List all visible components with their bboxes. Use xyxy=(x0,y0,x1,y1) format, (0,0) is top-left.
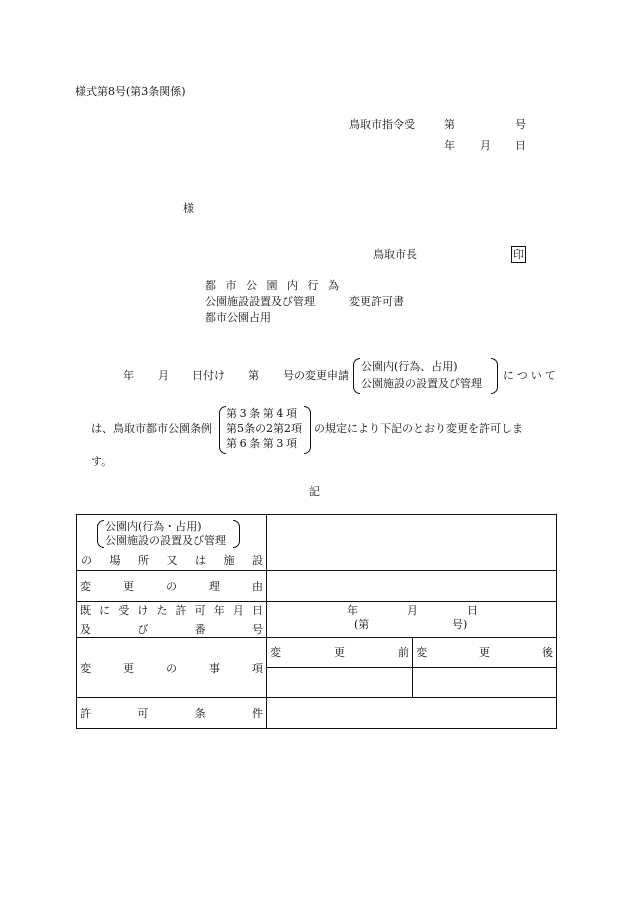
body-tail: す。 xyxy=(91,455,113,468)
location-option-1: 公園内(行為・占用) xyxy=(105,520,202,533)
prior-day: 日 xyxy=(467,604,478,617)
location-option-2: 公園施設の設置及び管理 xyxy=(105,534,226,547)
row-prior-permit xyxy=(77,602,557,638)
body-dai: 第 xyxy=(248,369,259,382)
title-line-2: 公園施設設置及び管理 xyxy=(205,295,315,308)
change-items-label-cell xyxy=(77,638,267,698)
request-left-paren xyxy=(353,358,360,394)
article-right-paren xyxy=(304,406,311,454)
title-line-1: 都市公園内行為 xyxy=(205,279,349,292)
prior-go: 号) xyxy=(452,618,468,631)
change-items-label: 変 更 の 事 項 xyxy=(80,661,263,675)
conditions-label-cell xyxy=(77,698,267,729)
request-right-paren xyxy=(491,358,498,394)
prior-permit-value[interactable] xyxy=(267,602,557,638)
article-option-3: 第6条第3項 xyxy=(226,437,300,450)
date-day: 日 xyxy=(515,139,526,152)
location-label: の 場 所 又 は 施 設 xyxy=(81,554,263,567)
change-details-table xyxy=(76,514,557,729)
before-value[interactable] xyxy=(267,668,413,698)
article-option-2: 第5条の2第2項 xyxy=(226,422,302,435)
request-option-2: 公園施設の設置及び管理 xyxy=(361,377,482,390)
location-right-paren xyxy=(233,520,240,548)
body-nen: 年 xyxy=(123,369,134,382)
prior-permit-label-2: 及 び 番 号 xyxy=(80,623,263,636)
location-left-paren xyxy=(97,520,104,548)
issuer-go: 号 xyxy=(515,118,526,131)
before-header: 変 更 前 xyxy=(267,638,413,668)
form-number: 様式第8号(第3条関係) xyxy=(75,85,186,98)
conditions-value[interactable] xyxy=(267,698,557,729)
row-location xyxy=(77,515,557,571)
prior-permit-label-1: 既 に 受 け た 許 可 年 月 日 xyxy=(80,604,263,617)
ki-heading: 記 xyxy=(309,485,320,498)
addressee-suffix: 様 xyxy=(183,202,194,215)
body-hizuke: 日付け xyxy=(192,369,225,382)
request-option-1: 公園内(行為、占用) xyxy=(361,360,458,373)
conditions-label: 許 可 条 件 xyxy=(80,707,263,720)
seal-mark: 印 xyxy=(513,248,524,261)
body-go-request: 号の変更申請 xyxy=(283,369,349,382)
prior-month: 月 xyxy=(407,604,418,617)
title-line-3: 都市公園占用 xyxy=(205,311,271,324)
title-suffix: 変更許可書 xyxy=(349,295,404,308)
body-ni-tsuite: について xyxy=(503,369,559,382)
after-header: 変 更 後 xyxy=(413,638,557,668)
reason-label: 変 更 の 理 由 xyxy=(80,580,263,593)
body-wa-prefix: は、鳥取市都市公園条例 xyxy=(91,422,212,435)
body-rule-text: の規定により下記のとおり変更を許可しま xyxy=(314,422,523,435)
location-label-cell xyxy=(77,515,267,571)
prior-year: 年 xyxy=(347,604,358,617)
article-left-paren xyxy=(219,406,226,454)
date-month: 月 xyxy=(480,139,491,152)
reason-value[interactable] xyxy=(267,571,557,602)
issuer-designation: 鳥取市指令受 xyxy=(349,118,415,131)
row-reason xyxy=(77,571,557,602)
prior-dai: (第 xyxy=(354,618,370,631)
after-value[interactable] xyxy=(413,668,557,698)
row-change-items-head xyxy=(77,638,557,668)
location-value[interactable] xyxy=(267,515,557,571)
row-conditions xyxy=(77,698,557,729)
reason-label-cell xyxy=(77,571,267,602)
body-tsuki: 月 xyxy=(158,369,169,382)
prior-permit-label-cell xyxy=(77,602,267,638)
issuer-dai: 第 xyxy=(444,118,455,131)
mayor-title: 鳥取市長 xyxy=(373,248,417,261)
date-year: 年 xyxy=(444,139,455,152)
article-option-1: 第3条第4項 xyxy=(226,407,300,420)
